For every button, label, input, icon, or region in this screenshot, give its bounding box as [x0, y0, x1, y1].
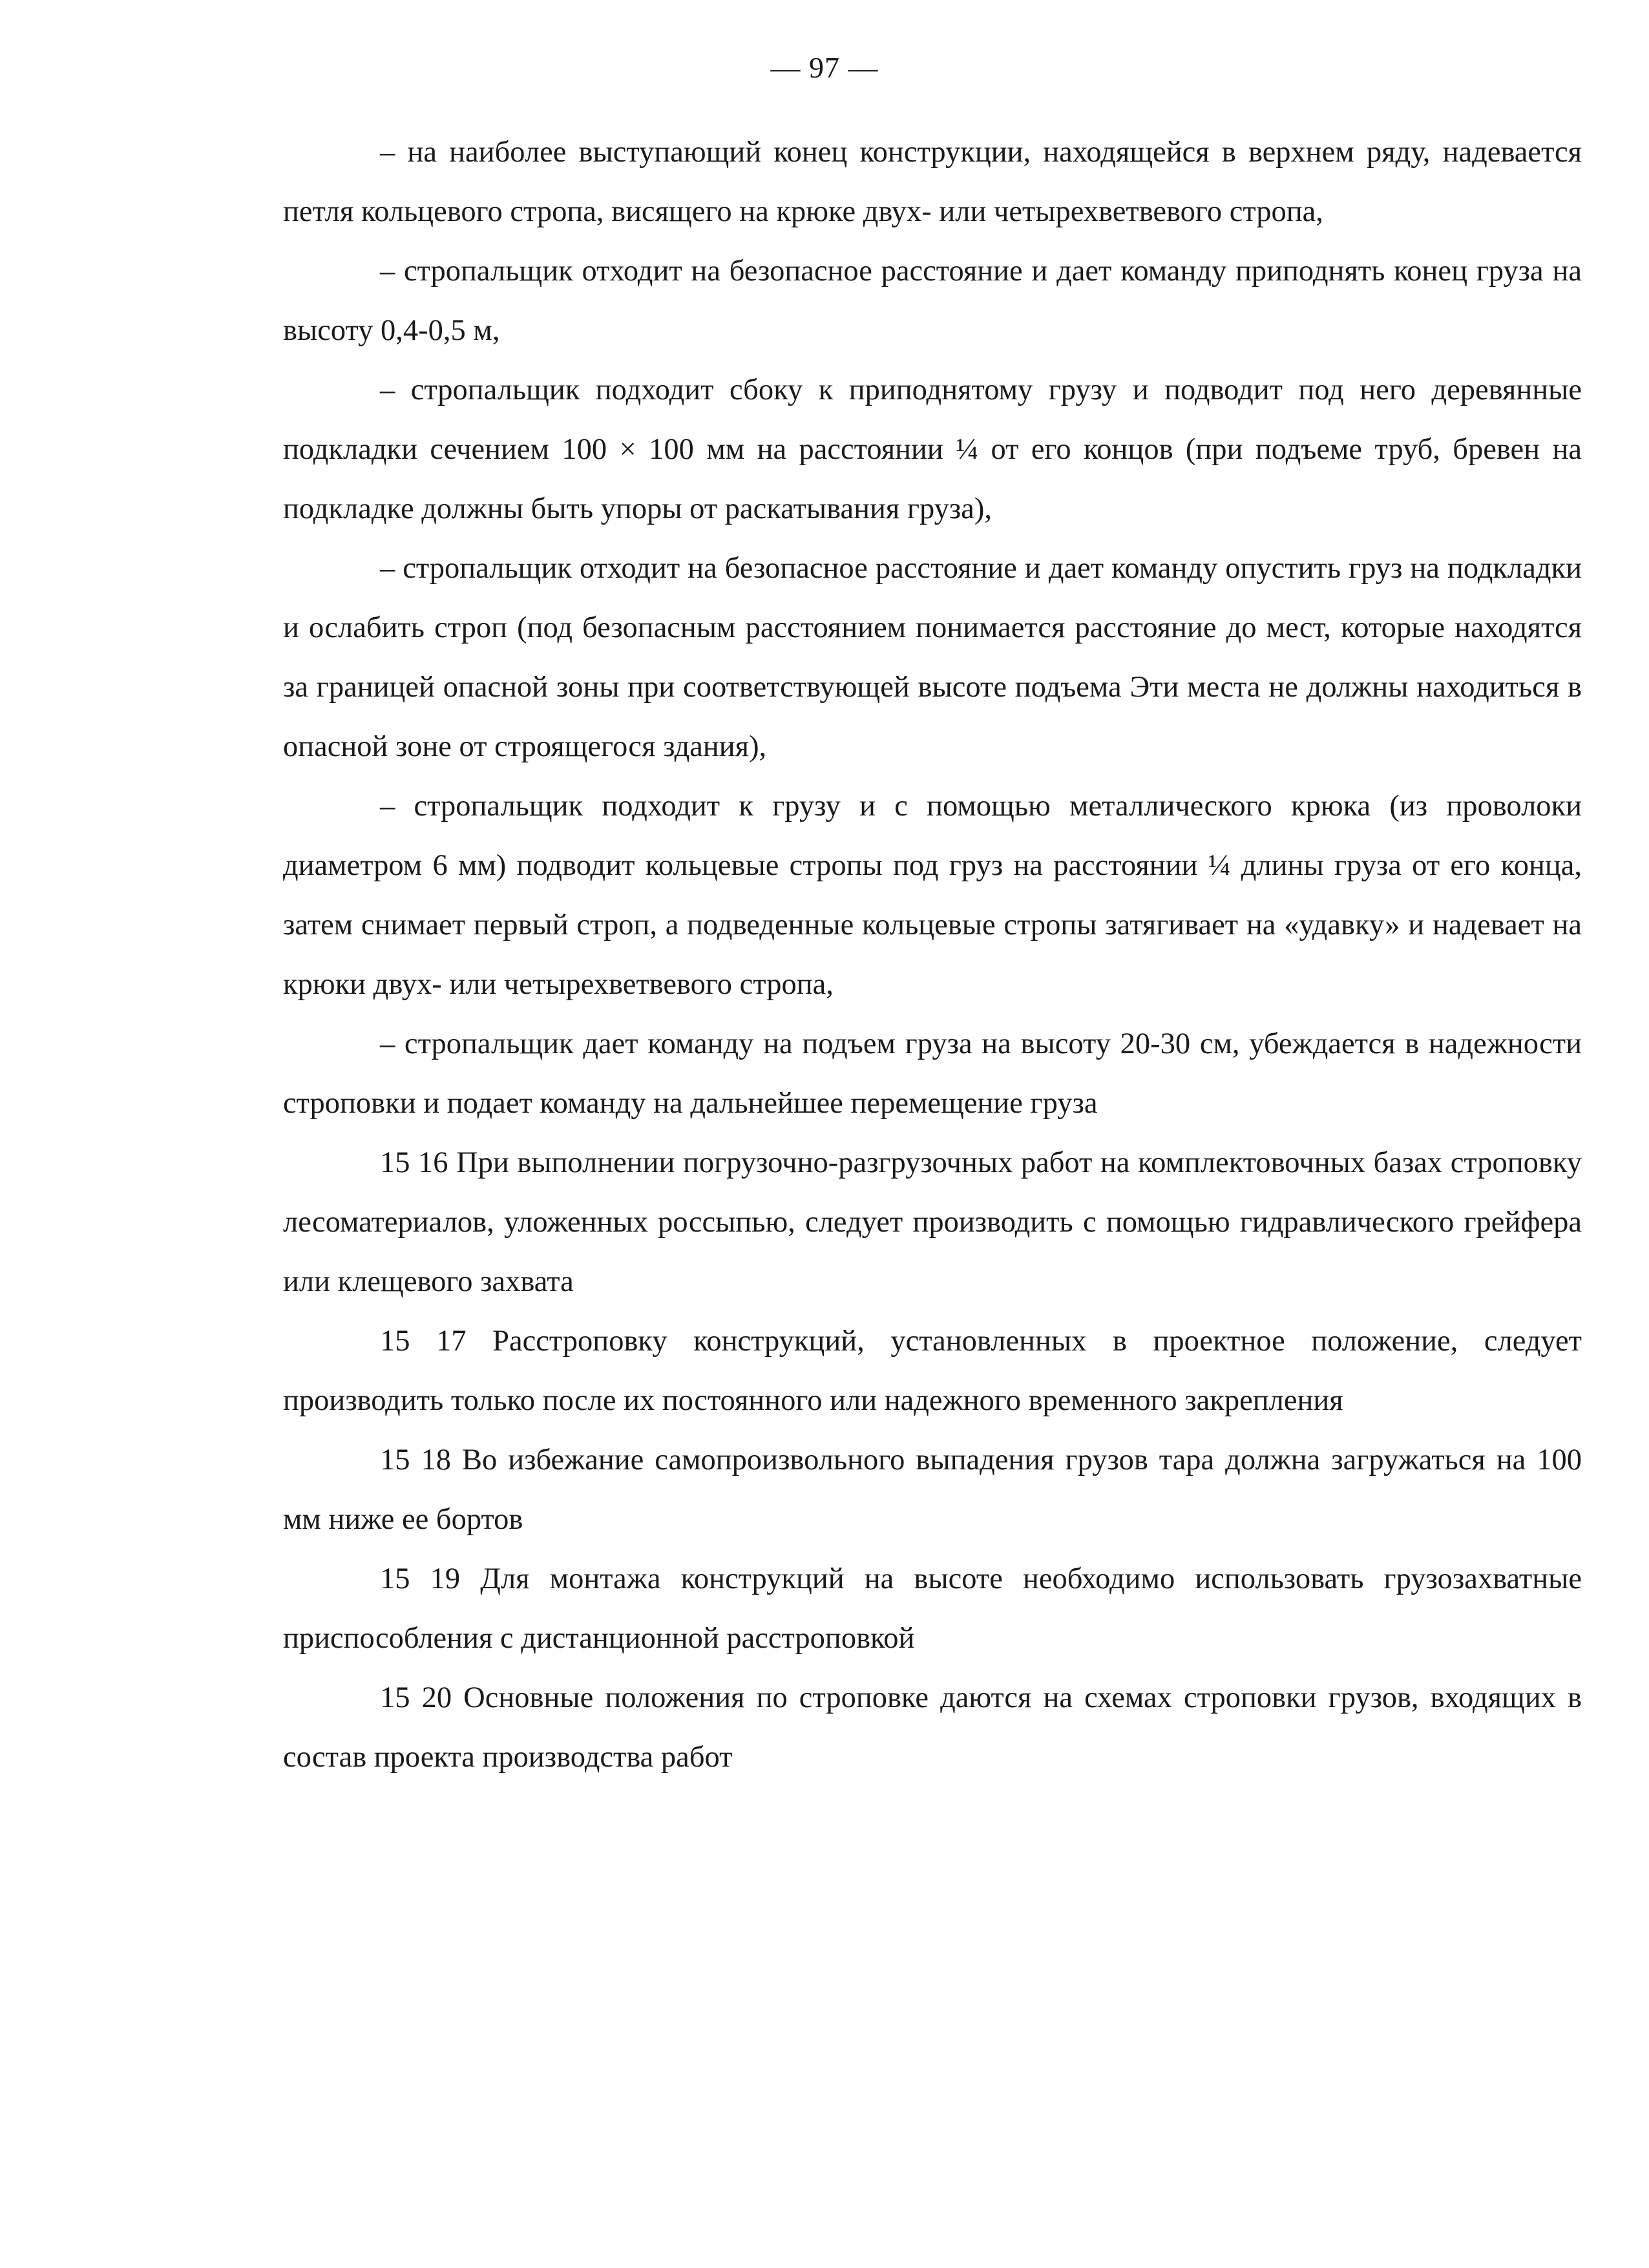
clause-15-19: 15 19 Для монтажа конструкций на высоте необходимо использовать грузозахватные приспособления с дистанционной расстроповкой: [283, 1562, 1582, 1655]
list-item-5: – стропальщик подходит к грузу и с помощью металлического крюка (из проволоки диаметром 6 мм) подводит кольцевые стропы под груз на расстоянии ¼ длины груза от его конца, затем снимает первый строп, а подведенные кольцевые стропы затягивает на «удавку» и надевает на крюки двух- или четырехветвевого стропа,: [283, 790, 1582, 1001]
clause-15-16: 15 16 При выполнении погрузочно-разгрузочных работ на комплектовочных базах строповку лесоматериалов, уложенных россыпью, следует производить с помощью гидравлического грейфера или клещевого захвата: [283, 1146, 1582, 1298]
list-item-2: – стропальщик отходит на безопасное расстояние и дает команду приподнять конец груза на высоту 0,4-0,5 м,: [283, 255, 1582, 347]
document-body: [283, 123, 1582, 1787]
page-number: — 97 —: [770, 51, 879, 84]
list-item-3: – стропальщик подходит сбоку к приподнятому грузу и подводит под него деревянные подкладки сечением 100 × 100 мм на расстоянии ¼ от его концов (при подъеме труб, бревен на подкладке должны быть упоры от раскатывания груза),: [283, 373, 1582, 525]
list-item-4: – стропальщик отходит на безопасное расстояние и дает команду опустить груз на подкладки и ослабить строп (под безопасным расстоянием понимается расстояние до мест, которые находятся за границей опасной зоны при соответствующей высоте подъема Эти места не должны находиться в опасной зоне от строящегося здания),: [283, 552, 1582, 763]
clause-15-17: 15 17 Расстроповку конструкций, установленных в проектное положение, следует производить только после их постоянного или надежного временного закрепления: [283, 1325, 1582, 1417]
list-item-6: – стропальщик дает команду на подъем груза на высоту 20-30 см, убеждается в надежности строповки и подает команду на дальнейшее перемещение груза: [283, 1027, 1582, 1120]
clause-15-20: 15 20 Основные положения по строповке даются на схемах строповки грузов, входящих в состав проекта производства работ: [283, 1681, 1582, 1774]
clause-15-18: 15 18 Во избежание самопроизвольного выпадения грузов тара должна загружаться на 100 мм ниже ее бортов: [283, 1444, 1582, 1536]
list-item-1: – на наиболее выступающий конец конструкции, находящейся в верхнем ряду, надевается петля кольцевого стропа, висящего на крюке двух- или четырехветвевого стропа,: [283, 136, 1582, 228]
